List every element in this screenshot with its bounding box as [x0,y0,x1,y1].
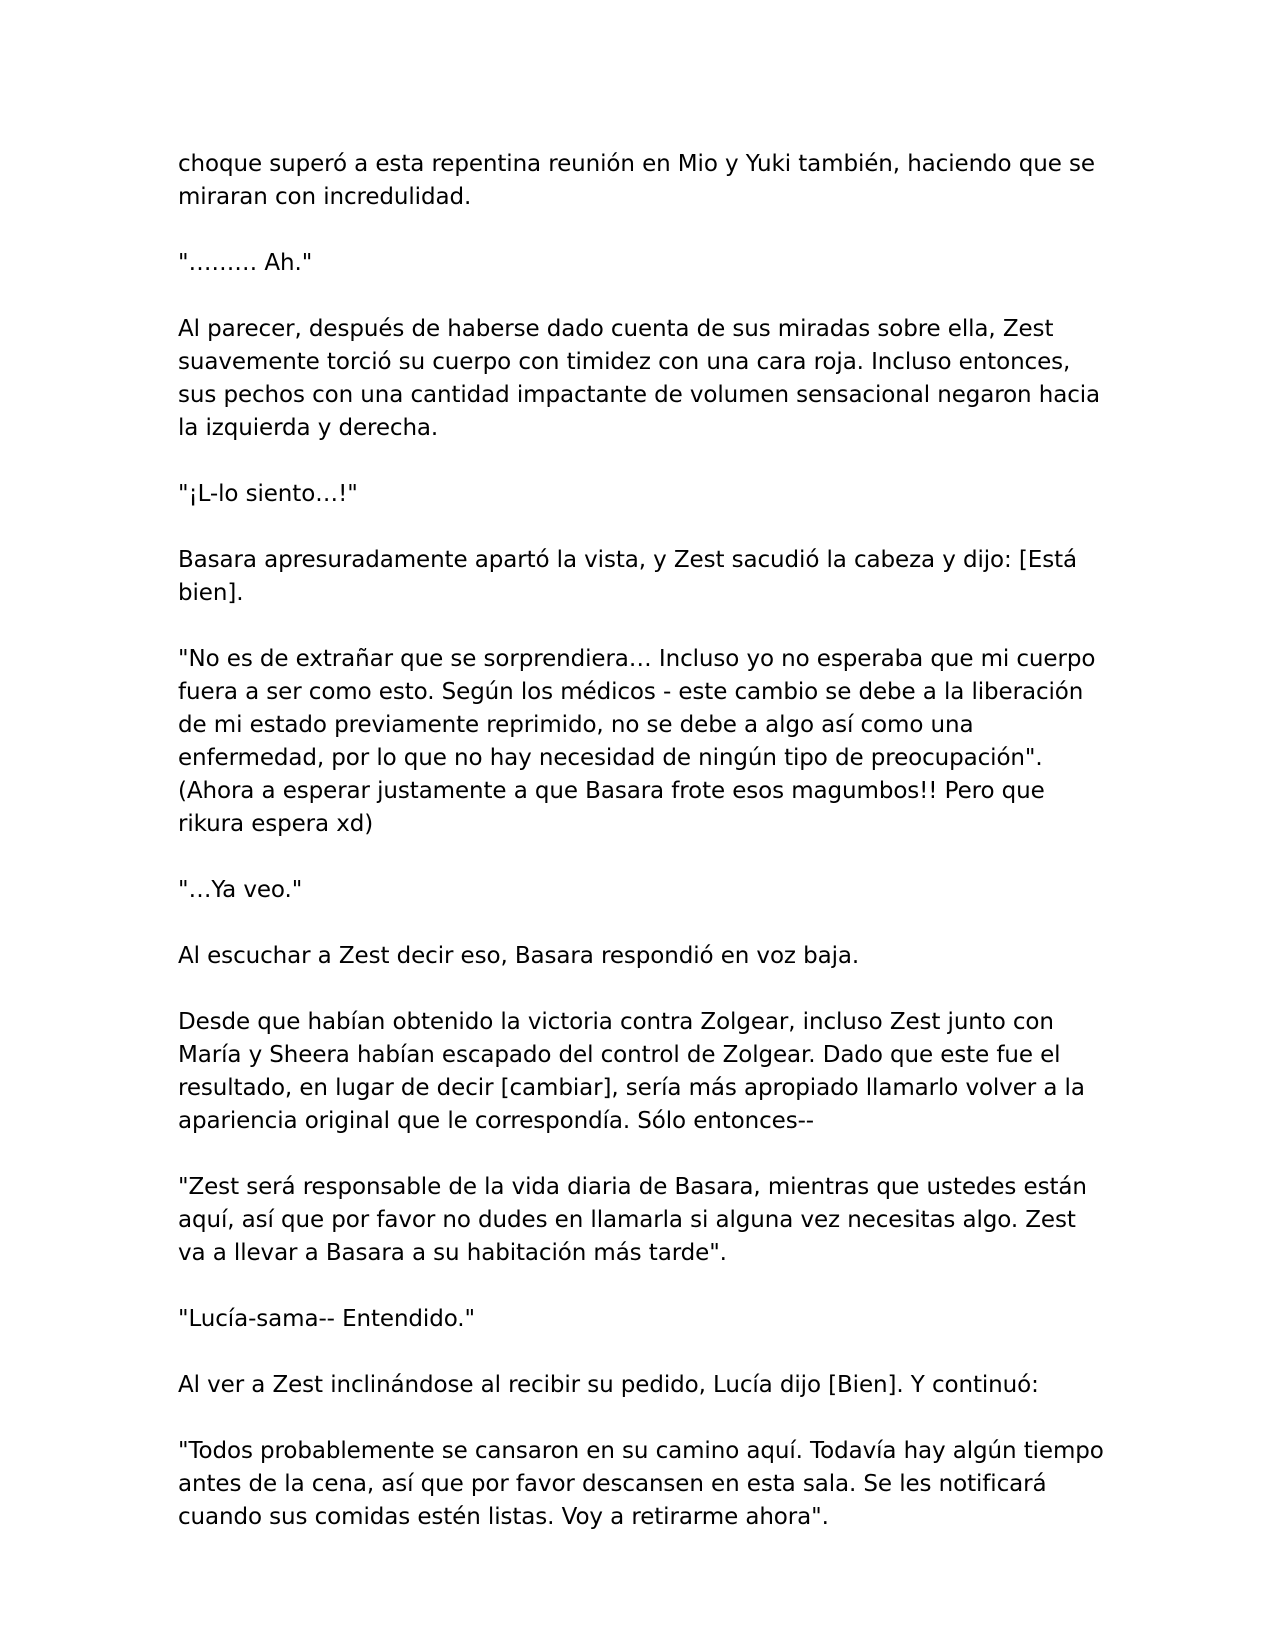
document-body [178,148,1108,1534]
paragraph-7: "…Ya veo." [178,877,303,903]
paragraph-4: "¡L-lo siento…!" [178,481,358,507]
paragraph-2: "……… Ah." [178,250,313,276]
paragraph-8: Al escuchar a Zest decir eso, Basara respondió en voz baja. [178,943,860,969]
paragraph-9: Desde que habían obtenido la victoria contra Zolgear, incluso Zest junto con María y Sheera habían escapado del control de Zolgear. Dado que este fue el resultado, en lugar de decir [cambiar], sería más apropiado llamarlo volver a la apariencia original que le correspondía. Sólo entonces-- [178,1009,1085,1134]
paragraph-13: "Todos probablemente se cansaron en su camino aquí. Todavía hay algún tiempo antes de la cena, así que por favor descansen en esta sala. Se les notificará cuando sus comidas estén listas. Voy a retirarme ahora". [178,1438,1104,1530]
paragraph-12: Al ver a Zest inclinándose al recibir su pedido, Lucía dijo [Bien]. Y continuó: [178,1372,1039,1398]
paragraph-10: "Zest será responsable de la vida diaria de Basara, mientras que ustedes están aquí, así que por favor no dudes en llamarla si alguna vez necesitas algo. Zest va a llevar a Basara a su habitación más tarde". [178,1174,1087,1266]
paragraph-6: "No es de extrañar que se sorprendiera… Incluso yo no esperaba que mi cuerpo fuera a ser como esto. Según los médicos - este cambio se debe a la liberación de mi estado previamente reprimido, no se debe a algo así como una enfermedad, por lo que no hay necesidad de ningún tipo de preocupación". (Ahora a esperar justamente a que Basara frote esos magumbos!! Pero que rikura espera xd) [178,646,1096,837]
paragraph-11: "Lucía-sama-- Entendido." [178,1306,475,1332]
paragraph-5: Basara apresuradamente apartó la vista, y Zest sacudió la cabeza y dijo: [Está bien]. [178,547,1077,606]
paragraph-3: Al parecer, después de haberse dado cuenta de sus miradas sobre ella, Zest suavemente torció su cuerpo con timidez con una cara roja. Incluso entonces, sus pechos con una cantidad impactante de volumen sensacional negaron hacia la izquierda y derecha. [178,316,1101,441]
paragraph-1: choque superó a esta repentina reunión en Mio y Yuki también, haciendo que se miraran con incredulidad. [178,151,1095,210]
